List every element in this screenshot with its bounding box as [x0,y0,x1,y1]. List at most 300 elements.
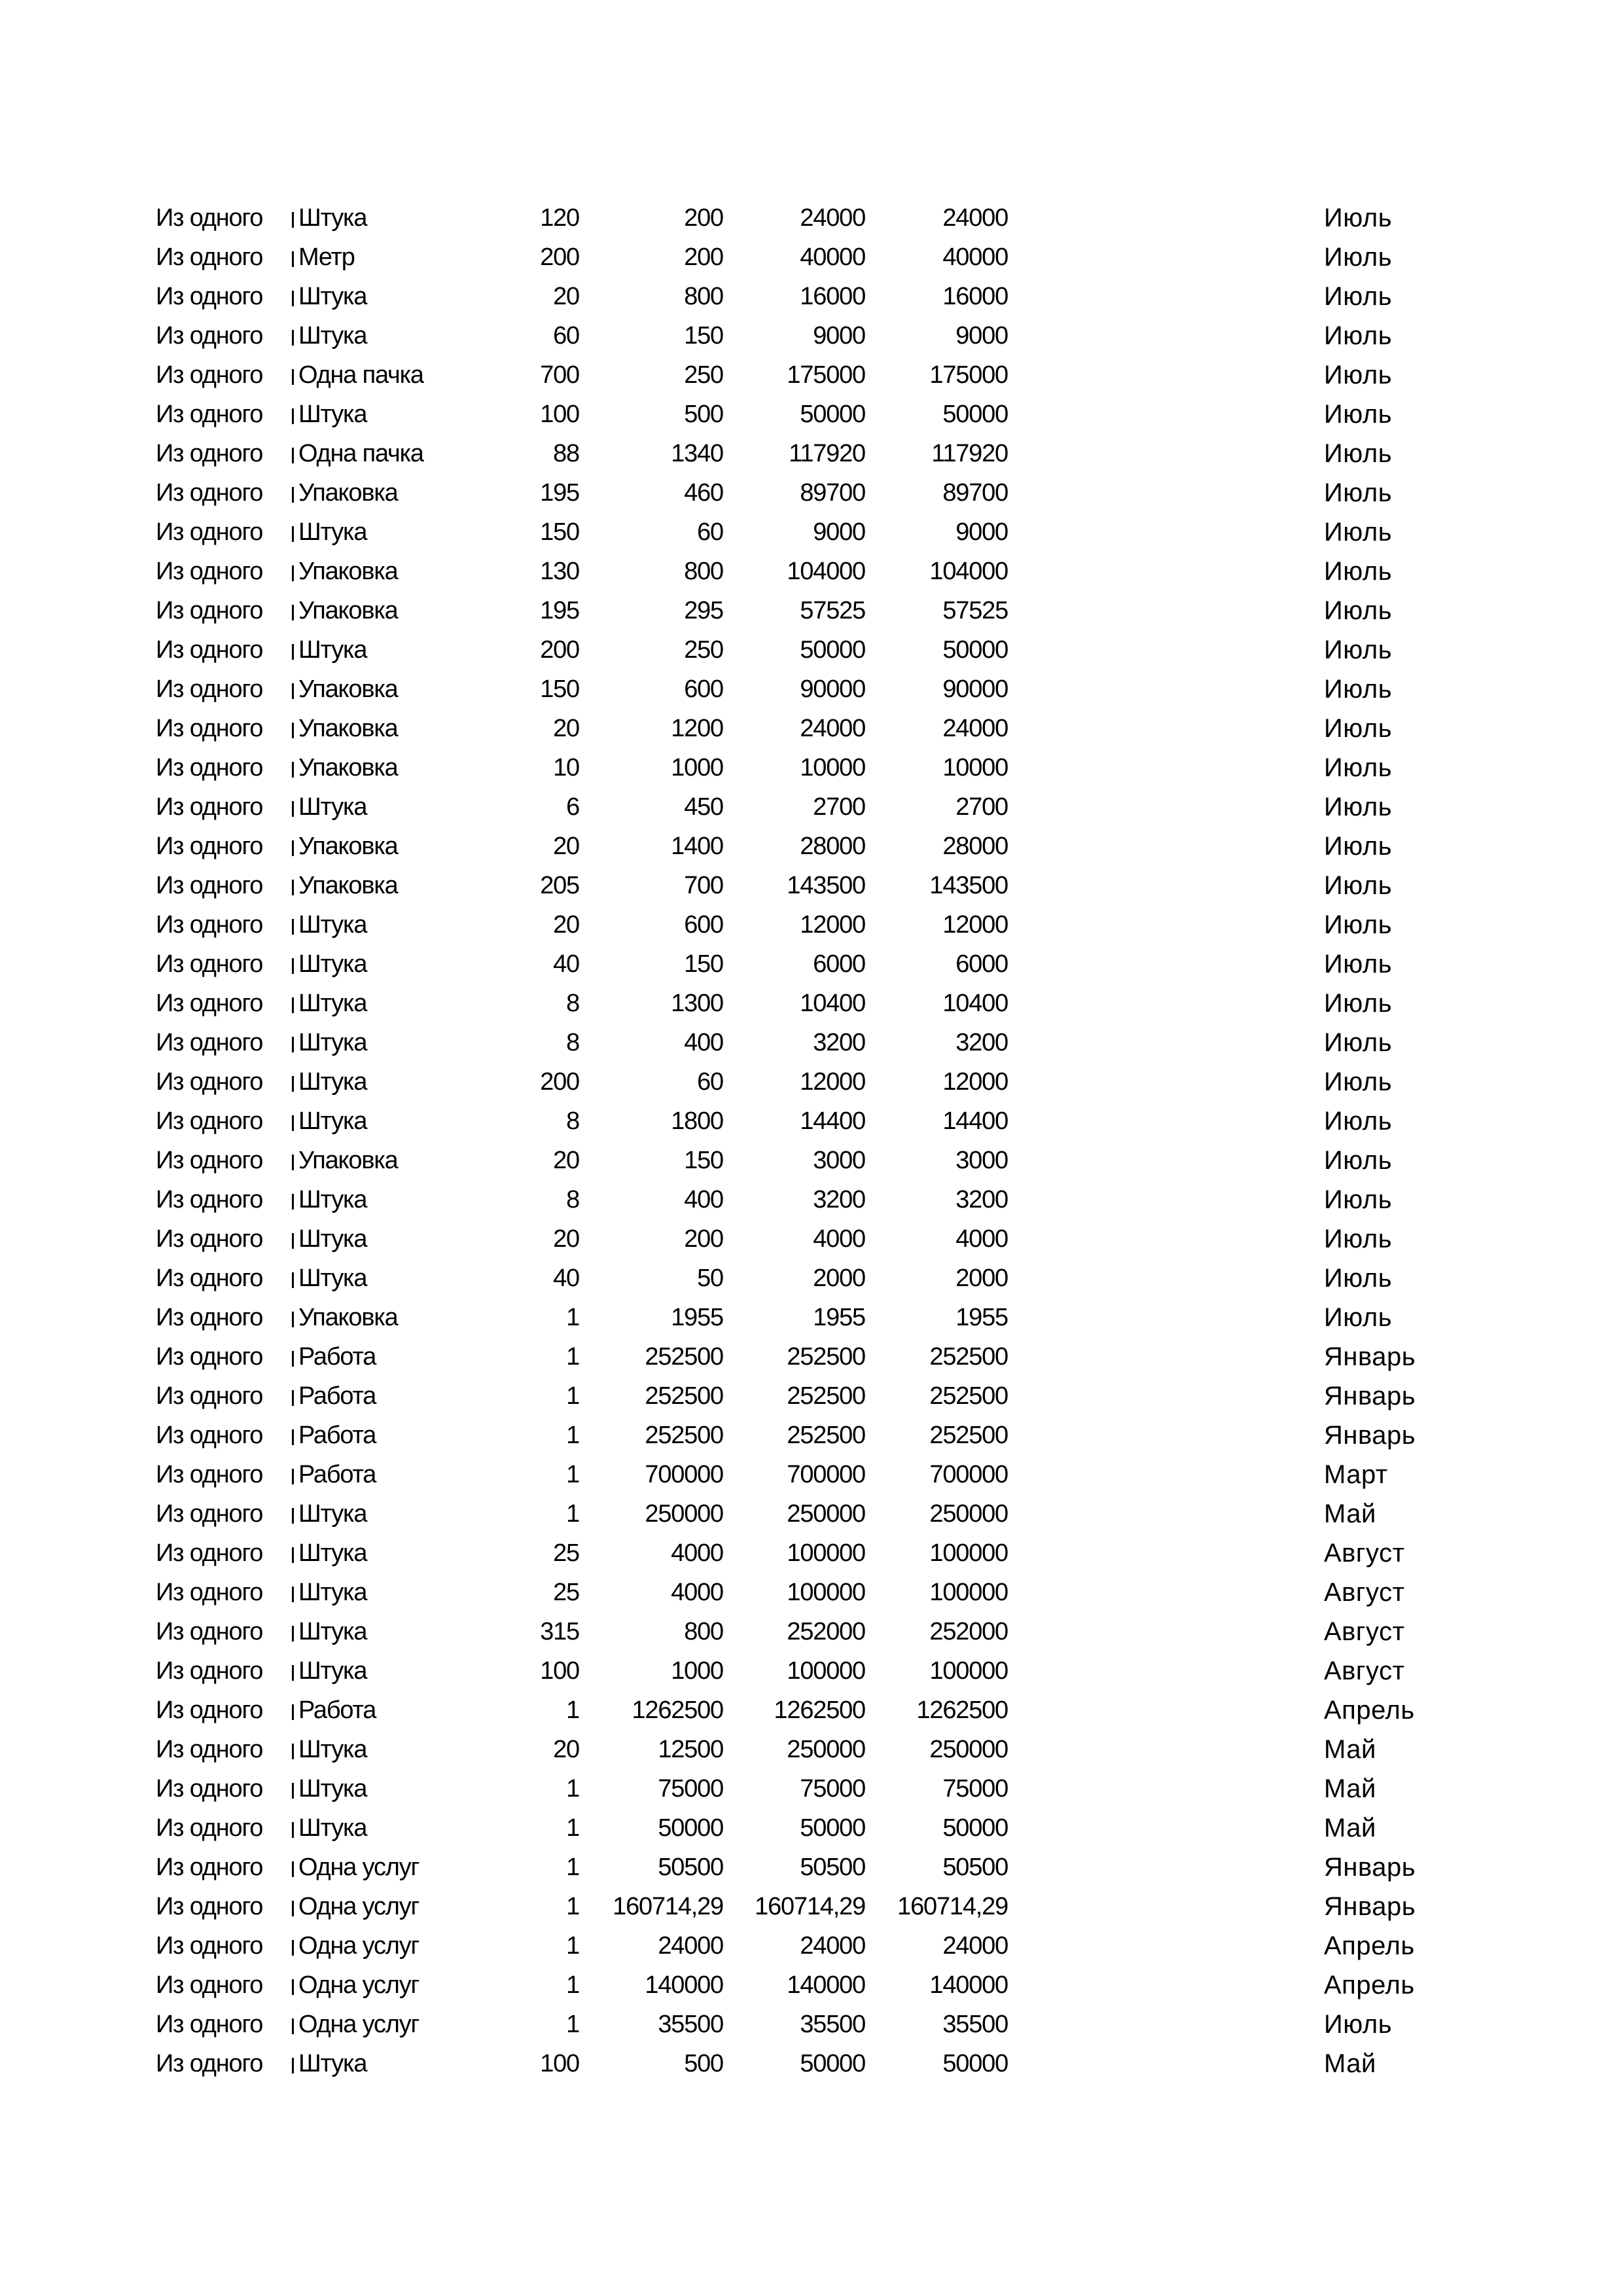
cell-unit: Штука [298,911,367,939]
cell-unit: Упаковка [298,833,398,860]
cell-price: 35500 [658,2011,723,2038]
cell-price: 150 [684,322,723,350]
cell-unit: Упаковка [298,754,398,781]
table-row [0,1573,1623,1612]
cell-total: 100000 [929,1539,1008,1567]
cell-month: Август [1324,1539,1405,1568]
cell-price: 50500 [658,1854,723,1881]
cell-total: 1955 [955,1304,1008,1331]
cell-price: 252500 [645,1343,723,1371]
cell-unit: Штука [298,1225,367,1253]
table-row [0,512,1623,552]
cell-total: 175000 [929,361,1008,389]
cell-unit: Штука [298,990,367,1017]
cell-month: Июль [1324,400,1393,429]
cell-price: 75000 [658,1775,723,1803]
cell-description: Из одного [156,1539,263,1567]
cell-month: Июль [1324,1185,1393,1214]
cell-total: 3000 [955,1147,1008,1174]
cell-description: Из одного [156,1304,263,1331]
cell-total: 3200 [955,1186,1008,1213]
cell-sum: 250000 [787,1736,865,1763]
cell-sum: 24000 [800,715,865,742]
cell-sum: 3200 [813,1029,865,1056]
cell-price: 200 [684,243,723,271]
cell-month: Июль [1324,204,1393,232]
cell-unit: Работа [298,1696,376,1724]
clipped-text-overflow-mark [292,683,294,699]
cell-quantity: 40 [553,950,579,978]
cell-quantity: 100 [540,2050,579,2077]
cell-quantity: 200 [540,636,579,664]
cell-sum: 24000 [800,204,865,232]
cell-month: Июль [1324,1303,1393,1332]
cell-month: Май [1324,1774,1376,1803]
cell-price: 12500 [658,1736,723,1763]
cell-description: Из одного [156,950,263,978]
cell-price: 295 [684,597,723,624]
cell-total: 12000 [942,911,1008,939]
table-row [0,1141,1623,1180]
table-row [0,944,1623,984]
cell-total: 12000 [942,1068,1008,1096]
cell-quantity: 200 [540,1068,579,1096]
cell-sum: 35500 [800,2011,865,2038]
clipped-text-overflow-mark [292,2018,294,2034]
cell-sum: 104000 [787,558,865,585]
cell-unit: Упаковка [298,597,398,624]
clipped-text-overflow-mark [292,1901,294,1916]
table-row [0,552,1623,591]
cell-price: 140000 [645,1971,723,1999]
cell-description: Из одного [156,1736,263,1763]
clipped-text-overflow-mark [292,1194,294,1210]
cell-description: Из одного [156,793,263,821]
cell-unit: Одна услуг [298,1971,419,1999]
cell-quantity: 150 [540,675,579,703]
cell-unit: Одна услуг [298,2011,419,2038]
cell-description: Из одного [156,1854,263,1881]
cell-description: Из одного [156,1618,263,1645]
cell-sum: 12000 [800,911,865,939]
clipped-text-overflow-mark [292,1312,294,1327]
cell-price: 250000 [645,1500,723,1528]
cell-price: 24000 [658,1932,723,1960]
cell-total: 250000 [929,1736,1008,1763]
clipped-text-overflow-mark [292,1429,294,1445]
cell-price: 4000 [671,1539,723,1567]
cell-quantity: 1 [566,1382,579,1410]
cell-sum: 250000 [787,1500,865,1528]
cell-quantity: 20 [553,1147,579,1174]
cell-price: 200 [684,204,723,232]
clipped-text-overflow-mark [292,1704,294,1720]
clipped-text-overflow-mark [292,291,294,306]
clipped-text-overflow-mark [292,369,294,385]
cell-month: Август [1324,1617,1405,1646]
cell-unit: Штука [298,793,367,821]
cell-description: Из одного [156,1971,263,1999]
table-row [0,316,1623,355]
cell-description: Из одного [156,283,263,310]
clipped-text-overflow-mark [292,448,294,463]
cell-price: 500 [684,401,723,428]
cell-price: 150 [684,1147,723,1174]
cell-quantity: 20 [553,715,579,742]
cell-quantity: 1 [566,1304,579,1331]
cell-quantity: 120 [540,204,579,232]
cell-sum: 140000 [787,1971,865,1999]
cell-price: 252500 [645,1382,723,1410]
cell-sum: 40000 [800,243,865,271]
cell-unit: Штука [298,1618,367,1645]
cell-sum: 117920 [789,440,865,467]
cell-sum: 252500 [787,1382,865,1410]
cell-sum: 160714,29 [755,1893,865,1920]
cell-unit: Штука [298,1265,367,1292]
cell-sum: 75000 [800,1775,865,1803]
cell-unit: Работа [298,1382,376,1410]
cell-quantity: 10 [553,754,579,781]
cell-unit: Штука [298,1814,367,1842]
cell-quantity: 8 [566,1107,579,1135]
cell-description: Из одного [156,1186,263,1213]
table-row [0,670,1623,709]
cell-month: Июль [1324,793,1393,821]
cell-unit: Штука [298,2050,367,2077]
table-row [0,1455,1623,1494]
cell-sum: 28000 [800,833,865,860]
cell-total: 24000 [942,715,1008,742]
data-table [0,198,1623,2083]
clipped-text-overflow-mark [292,958,294,974]
cell-month: Июль [1324,989,1393,1018]
cell-unit: Одна пачка [298,361,423,389]
cell-total: 9000 [955,518,1008,546]
table-row [0,1023,1623,1062]
cell-description: Из одного [156,1461,263,1488]
cell-total: 57525 [942,597,1008,624]
cell-description: Из одного [156,479,263,507]
cell-quantity: 130 [540,558,579,585]
cell-price: 400 [684,1186,723,1213]
cell-description: Из одного [156,1107,263,1135]
cell-sum: 12000 [800,1068,865,1096]
cell-total: 140000 [929,1971,1008,1999]
table-row [0,984,1623,1023]
cell-month: Июль [1324,753,1393,782]
cell-sum: 143500 [787,872,865,899]
cell-price: 450 [684,793,723,821]
cell-description: Из одного [156,597,263,624]
cell-price: 200 [684,1225,723,1253]
cell-price: 250 [684,636,723,664]
cell-sum: 1955 [813,1304,865,1331]
cell-month: Июль [1324,636,1393,664]
clipped-text-overflow-mark [292,487,294,503]
cell-month: Июль [1324,282,1393,311]
cell-quantity: 20 [553,911,579,939]
table-row [0,1651,1623,1691]
clipped-text-overflow-mark [292,1979,294,1995]
table-row [0,748,1623,787]
cell-quantity: 700 [540,361,579,389]
cell-total: 2000 [955,1265,1008,1292]
cell-sum: 252500 [787,1422,865,1449]
cell-description: Из одного [156,361,263,389]
cell-price: 800 [684,1618,723,1645]
cell-total: 14400 [942,1107,1008,1135]
cell-sum: 3200 [813,1186,865,1213]
cell-quantity: 1 [566,2011,579,2038]
clipped-text-overflow-mark [292,723,294,738]
table-row [0,434,1623,473]
cell-sum: 100000 [787,1579,865,1606]
table-row [0,395,1623,434]
cell-price: 800 [684,283,723,310]
table-row [0,1534,1623,1573]
cell-quantity: 25 [553,1579,579,1606]
cell-quantity: 100 [540,1657,579,1685]
cell-unit: Работа [298,1343,376,1371]
cell-description: Из одного [156,833,263,860]
clipped-text-overflow-mark [292,605,294,620]
cell-description: Из одного [156,1893,263,1920]
cell-unit: Штука [298,1657,367,1685]
cell-quantity: 40 [553,1265,579,1292]
cell-price: 500 [684,2050,723,2077]
cell-total: 16000 [942,283,1008,310]
cell-quantity: 1 [566,1500,579,1528]
cell-price: 4000 [671,1579,723,1606]
cell-month: Январь [1324,1421,1416,1450]
cell-unit: Упаковка [298,675,398,703]
cell-price: 1955 [671,1304,723,1331]
cell-description: Из одного [156,1775,263,1803]
cell-description: Из одного [156,1382,263,1410]
clipped-text-overflow-mark [292,1037,294,1052]
clipped-text-overflow-mark [292,408,294,424]
cell-price: 1200 [671,715,723,742]
cell-sum: 1262500 [774,1696,865,1724]
cell-sum: 14400 [800,1107,865,1135]
cell-month: Июль [1324,478,1393,507]
cell-total: 50000 [942,636,1008,664]
cell-unit: Штука [298,636,367,664]
cell-description: Из одного [156,1068,263,1096]
cell-price: 50000 [658,1814,723,1842]
cell-sum: 2700 [813,793,865,821]
table-row [0,1887,1623,1926]
cell-sum: 700000 [787,1461,865,1488]
cell-month: Апрель [1324,1971,1415,2000]
cell-quantity: 1 [566,1971,579,1999]
clipped-text-overflow-mark [292,330,294,346]
cell-description: Из одного [156,1657,263,1685]
clipped-text-overflow-mark [292,1115,294,1131]
clipped-text-overflow-mark [292,1783,294,1799]
cell-total: 50000 [942,1814,1008,1842]
cell-sum: 9000 [813,322,865,350]
cell-total: 252500 [929,1422,1008,1449]
cell-unit: Штука [298,401,367,428]
cell-month: Январь [1324,1382,1416,1410]
cell-quantity: 60 [553,322,579,350]
cell-sum: 3000 [813,1147,865,1174]
cell-description: Из одного [156,1265,263,1292]
cell-quantity: 25 [553,1539,579,1567]
cell-price: 700000 [645,1461,723,1488]
cell-total: 1262500 [916,1696,1008,1724]
clipped-text-overflow-mark [292,644,294,660]
cell-unit: Упаковка [298,479,398,507]
table-row [0,1691,1623,1730]
cell-price: 250 [684,361,723,389]
cell-sum: 50000 [800,1814,865,1842]
cell-quantity: 8 [566,1186,579,1213]
cell-sum: 252000 [787,1618,865,1645]
table-row [0,1180,1623,1219]
clipped-text-overflow-mark [292,1940,294,1956]
clipped-text-overflow-mark [292,919,294,935]
cell-quantity: 1 [566,1932,579,1960]
table-row [0,1612,1623,1651]
cell-total: 2700 [955,793,1008,821]
cell-sum: 9000 [813,518,865,546]
cell-month: Июль [1324,714,1393,743]
clipped-text-overflow-mark [292,1469,294,1484]
cell-quantity: 1 [566,1814,579,1842]
cell-total: 4000 [955,1225,1008,1253]
cell-month: Июль [1324,361,1393,389]
cell-total: 10400 [942,990,1008,1017]
cell-quantity: 6 [566,793,579,821]
cell-price: 252500 [645,1422,723,1449]
table-row [0,1219,1623,1259]
cell-total: 252500 [929,1343,1008,1371]
clipped-text-overflow-mark [292,1665,294,1681]
clipped-text-overflow-mark [292,1822,294,1838]
cell-month: Июль [1324,1264,1393,1293]
cell-total: 40000 [942,243,1008,271]
cell-quantity: 1 [566,1893,579,1920]
cell-total: 35500 [942,2011,1008,2038]
cell-price: 60 [697,518,723,546]
cell-price: 800 [684,558,723,585]
cell-unit: Метр [298,243,355,271]
table-row [0,277,1623,316]
cell-description: Из одного [156,204,263,232]
cell-price: 460 [684,479,723,507]
cell-sum: 10000 [800,754,865,781]
cell-quantity: 100 [540,401,579,428]
cell-description: Из одного [156,1225,263,1253]
cell-sum: 50000 [800,2050,865,2077]
cell-unit: Одна услуг [298,1893,419,1920]
table-row [0,1494,1623,1534]
clipped-text-overflow-mark [292,565,294,581]
clipped-text-overflow-mark [292,2058,294,2073]
cell-month: Май [1324,1814,1376,1842]
cell-sum: 175000 [787,361,865,389]
cell-month: Январь [1324,1853,1416,1882]
cell-quantity: 150 [540,518,579,546]
table-row [0,2044,1623,2083]
cell-sum: 4000 [813,1225,865,1253]
cell-description: Из одного [156,2050,263,2077]
cell-description: Из одного [156,1696,263,1724]
cell-quantity: 1 [566,1343,579,1371]
cell-total: 28000 [942,833,1008,860]
cell-month: Апрель [1324,1696,1415,1725]
cell-unit: Упаковка [298,1304,398,1331]
cell-unit: Штука [298,204,367,232]
cell-unit: Штука [298,1579,367,1606]
cell-month: Июль [1324,950,1393,978]
table-row [0,866,1623,905]
cell-month: Июль [1324,871,1393,900]
cell-sum: 57525 [800,597,865,624]
cell-quantity: 8 [566,990,579,1017]
cell-unit: Штука [298,1539,367,1567]
cell-unit: Штука [298,1775,367,1803]
cell-sum: 100000 [787,1657,865,1685]
cell-unit: Упаковка [298,558,398,585]
cell-sum: 2000 [813,1265,865,1292]
table-row [0,905,1623,944]
cell-quantity: 1 [566,1854,579,1881]
cell-description: Из одного [156,1814,263,1842]
cell-price: 160714,29 [613,1893,723,1920]
clipped-text-overflow-mark [292,762,294,778]
table-row [0,355,1623,395]
table-row [0,198,1623,238]
cell-total: 9000 [955,322,1008,350]
cell-description: Из одного [156,911,263,939]
cell-description: Из одного [156,1932,263,1960]
clipped-text-overflow-mark [292,997,294,1013]
cell-description: Из одного [156,1343,263,1371]
cell-description: Из одного [156,1422,263,1449]
clipped-text-overflow-mark [292,1351,294,1367]
cell-total: 700000 [929,1461,1008,1488]
cell-month: Июль [1324,1146,1393,1175]
cell-description: Из одного [156,1029,263,1056]
cell-month: Июль [1324,243,1393,272]
cell-quantity: 195 [540,597,579,624]
cell-total: 75000 [942,1775,1008,1803]
cell-month: Июль [1324,321,1393,350]
cell-unit: Штука [298,1736,367,1763]
cell-total: 252000 [929,1618,1008,1645]
table-row [0,238,1623,277]
cell-quantity: 20 [553,833,579,860]
cell-month: Июль [1324,1067,1393,1096]
table-row [0,1416,1623,1455]
clipped-text-overflow-mark [292,1272,294,1288]
table-row [0,2005,1623,2044]
cell-month: Март [1324,1460,1388,1489]
table-row [0,1769,1623,1808]
cell-price: 60 [697,1068,723,1096]
cell-quantity: 1 [566,1696,579,1724]
cell-sum: 50500 [800,1854,865,1881]
table-row [0,591,1623,630]
cell-unit: Работа [298,1422,376,1449]
cell-unit: Одна услуг [298,1854,419,1881]
cell-total: 143500 [929,872,1008,899]
cell-sum: 100000 [787,1539,865,1567]
